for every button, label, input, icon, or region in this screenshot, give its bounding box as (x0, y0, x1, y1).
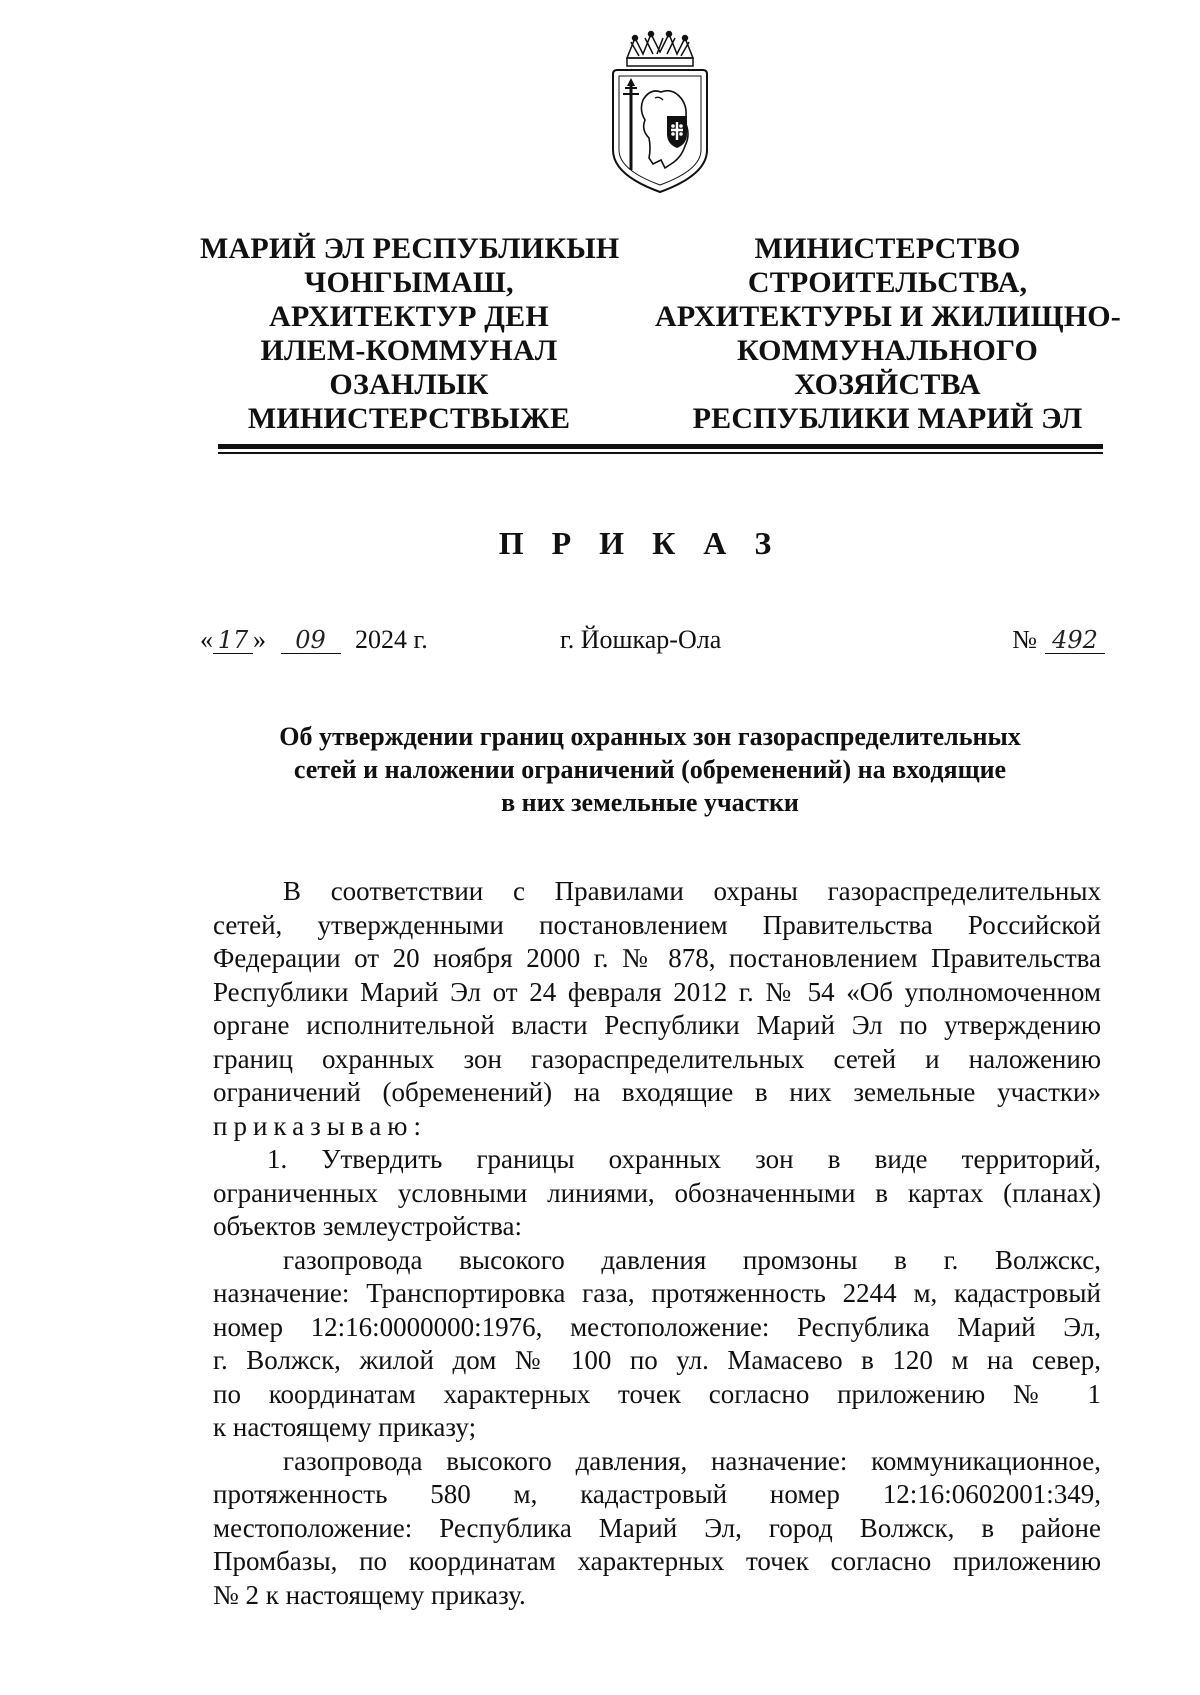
body-line: назначение: Транспортировка газа, протяженность 2244 м, кадастровый (213, 1278, 1101, 1308)
header-right-line: МИНИСТЕРСТВО (754, 232, 1021, 265)
subject-line: сетей и наложении ограничений (обременений) на входящие (293, 755, 1007, 784)
header-right-line: ХОЗЯЙСТВА (794, 368, 981, 401)
body-line: Республики Марий Эл от 24 февраля 2012 г. № 54 «Об уполномоченном (213, 976, 1101, 1007)
header-left-line: МАРИЙ ЭЛ РЕСПУБЛИКЫН (200, 232, 620, 265)
order-subject (220, 720, 1080, 819)
header-right-line: РЕСПУБЛИКИ МАРИЙ ЭЛ (692, 402, 1083, 435)
header-russian-name (655, 232, 1120, 436)
header-mari-name (200, 232, 618, 436)
body-line: 1. Утвердить границы охранных зон в виде территорий, (267, 1144, 1101, 1174)
body-line: органе исполнительной власти Республики Марий Эл по утверждению (213, 1010, 1101, 1040)
header-left-line: ИЛЕМ-КОММУНАЛ (260, 334, 558, 367)
body-line: по координатам характерных точек согласно приложению № 1 (213, 1378, 1101, 1409)
body-line: газопровода высокого давления промзоны в г. Волжскс, (283, 1244, 1101, 1275)
order-day: 17 (213, 627, 253, 654)
coat-of-arms-emblem (605, 30, 715, 200)
header-left-line: ЧОНГЫМАШ, (304, 266, 514, 299)
order-number-value: 492 (1045, 627, 1105, 654)
header-right-line: АРХИТЕКТУРЫ И ЖИЛИЩНО- (655, 300, 1122, 333)
body-line: № 2 к настоящему приказу. (213, 1579, 526, 1610)
order-number-label: № (1012, 625, 1037, 654)
header-right-line: СТРОИТЕЛЬСТВА, (747, 266, 1028, 299)
order-number (1012, 625, 1105, 655)
date-quote-open: « (200, 625, 213, 654)
header-left-line: МИНИСТЕРСТВЫЖЕ (247, 402, 571, 435)
header-divider-thin (218, 452, 1103, 454)
body-line: номер 12:16:0000000:1976, местоположение: Республика Марий Эл, (213, 1311, 1101, 1342)
body-line: ограниченных условными линиями, обозначенными в картах (планах) (213, 1177, 1101, 1208)
header-right-line: КОММУНАЛЬНОГО (736, 334, 1039, 367)
body-line: местоположение: Республика Марий Эл, город Волжск, в районе (213, 1512, 1101, 1543)
body-line: протяженность 580 м, кадастровый номер 12:16:0602001:349, (213, 1479, 1101, 1509)
body-line: газопровода высокого давления, назначение: коммуникационное, (283, 1445, 1101, 1476)
body-line: Промбазы, по координатам характерных точек согласно приложению (213, 1546, 1101, 1576)
order-meta-line (200, 625, 1105, 665)
subject-line: в них земельные участки (501, 788, 799, 817)
body-line: ограничений (обременений) на входящие в них земельные участки» (213, 1077, 1101, 1107)
body-line: сетей, утвержденными постановлением Правительства Российской (213, 909, 1101, 940)
subject-line: Об утверждении границ охранных зон газораспределительных (279, 722, 1021, 751)
body-line: объектов землеустройства: (213, 1211, 522, 1241)
body-line: к настоящему приказу; (213, 1412, 477, 1442)
order-date (200, 625, 428, 655)
order-body (213, 875, 1101, 1612)
order-month: 09 (281, 627, 341, 654)
header-left-line: АРХИТЕКТУР ДЕН (269, 300, 549, 333)
header-left-line: ОЗАНЛЫК (329, 368, 489, 401)
body-line: Федерации от 20 ноября 2000 г. № 878, постановлением Правительства (213, 943, 1101, 973)
order-city: г. Йошкар-Ола (560, 625, 722, 654)
header-divider-thick (218, 444, 1103, 449)
order-year: 2024 г. (355, 625, 428, 654)
ministry-header (200, 232, 1122, 435)
date-quote-close: » (253, 625, 266, 654)
document-type-title: П Р И К А З (498, 525, 782, 561)
body-line-decree: приказываю: (213, 1110, 427, 1141)
body-line: границ охранных зон газораспределительных сетей и наложению (213, 1043, 1101, 1074)
body-line: г. Волжск, жилой дом № 100 по ул. Мамасево в 120 м на север, (213, 1345, 1101, 1375)
body-line: В соответствии с Правилами охраны газораспределительных (283, 876, 1101, 906)
